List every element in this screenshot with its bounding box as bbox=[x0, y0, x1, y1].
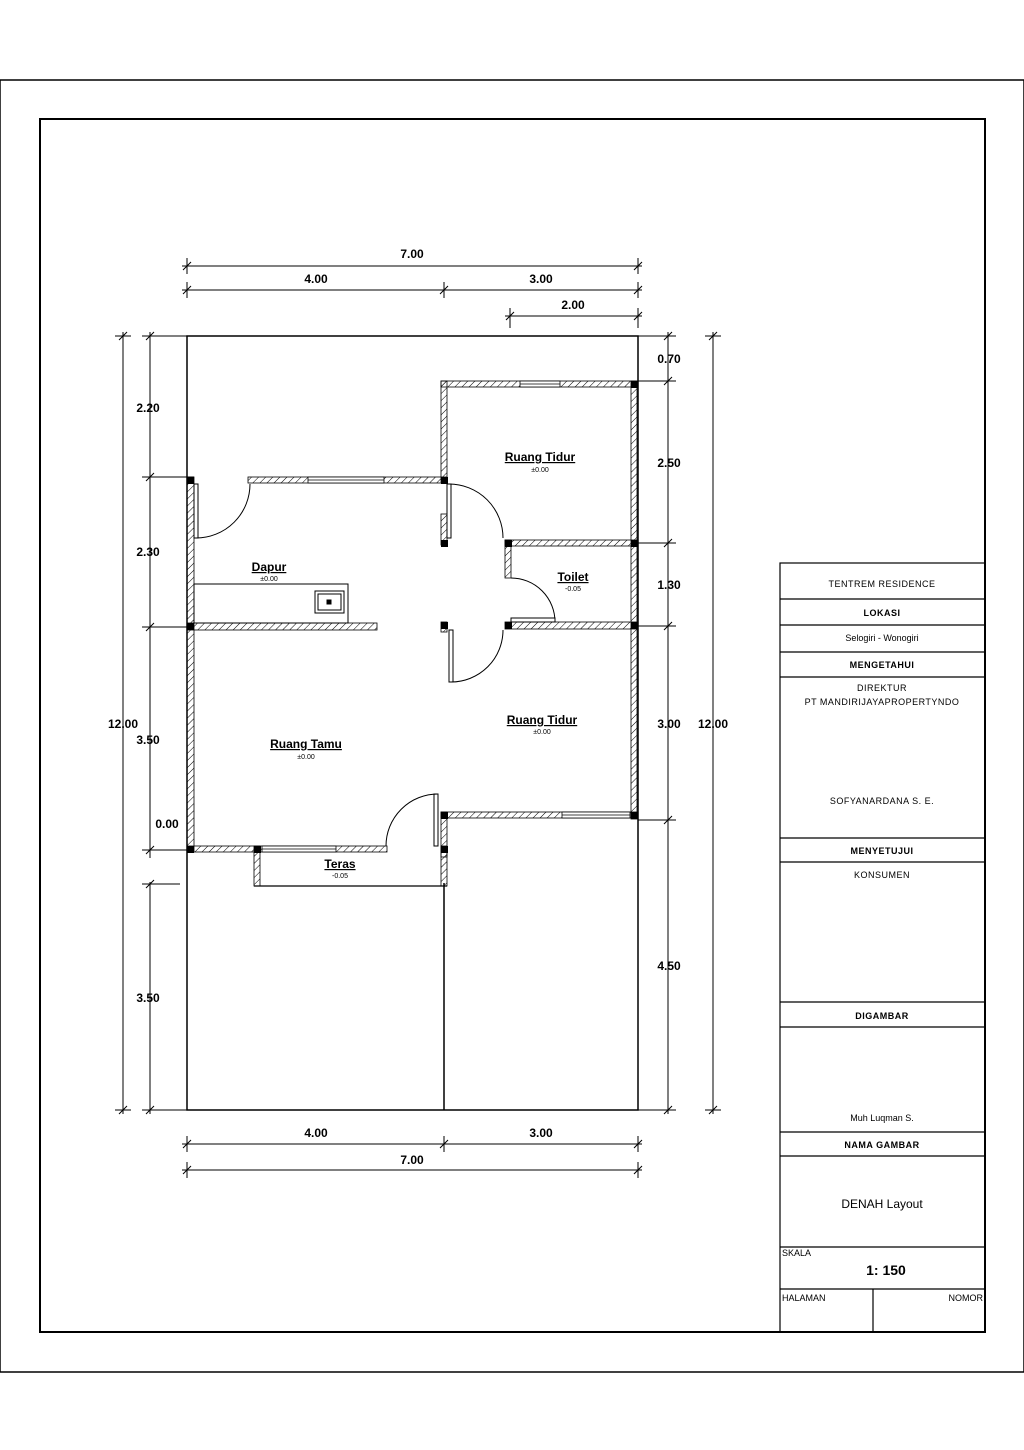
dim-top-total: 7.00 bbox=[400, 247, 424, 261]
room-level-living: ±0.00 bbox=[297, 754, 315, 761]
director-label: DIREKTUR bbox=[856, 683, 908, 693]
acknowledged-label: MENGETAHUI bbox=[849, 660, 915, 670]
page-label: HALAMAN bbox=[782, 1293, 826, 1303]
scale-label: SKALA bbox=[782, 1248, 812, 1258]
dim-right-2: 2.50 bbox=[657, 456, 681, 470]
dim-right-5: 4.50 bbox=[657, 959, 681, 973]
dim-top-sub: 2.00 bbox=[561, 298, 585, 312]
dim-right-1: 0.70 bbox=[657, 352, 681, 366]
room-level-bedroom-top: ±0.00 bbox=[531, 467, 549, 474]
door-main bbox=[386, 794, 438, 846]
title-block bbox=[780, 563, 985, 1332]
door-toilet bbox=[511, 578, 555, 622]
room-level-bedroom-bottom: ±0.00 bbox=[533, 729, 551, 736]
project-name: TENTREM RESIDENCE bbox=[828, 579, 936, 589]
dim-top-left: 4.00 bbox=[304, 272, 328, 286]
location-label: LOKASI bbox=[863, 608, 901, 618]
dim-left-2: 2.30 bbox=[136, 545, 160, 559]
drawing-name-label: NAMA GAMBAR bbox=[844, 1140, 920, 1150]
floor-plan bbox=[187, 336, 638, 1110]
room-level-terrace: -0.05 bbox=[332, 873, 348, 880]
room-level-toilet: -0.05 bbox=[565, 586, 581, 593]
company-name: PT MANDIRIJAYAPROPERTYNDO bbox=[804, 697, 960, 707]
room-name-bedroom-top: Ruang Tidur bbox=[504, 450, 576, 464]
dim-bottom-right: 3.00 bbox=[529, 1126, 553, 1140]
drawn-by: Muh Luqman S. bbox=[850, 1113, 914, 1123]
dim-left-4: 0.00 bbox=[155, 817, 179, 831]
scale-value: 1: 150 bbox=[866, 1262, 906, 1278]
kitchen-counter bbox=[194, 584, 348, 623]
number-label: NOMOR bbox=[948, 1293, 983, 1303]
dim-bottom-total: 7.00 bbox=[400, 1153, 424, 1167]
door-bedroom-bottom bbox=[449, 630, 503, 682]
room-name-kitchen: Dapur bbox=[251, 560, 287, 574]
dim-right-4: 3.00 bbox=[657, 717, 681, 731]
consumer-label: KONSUMEN bbox=[853, 870, 911, 880]
sink-drain bbox=[327, 600, 331, 604]
counter-top bbox=[194, 584, 348, 623]
dim-left-3: 3.50 bbox=[136, 733, 160, 747]
drawing-name: DENAH Layout bbox=[841, 1197, 923, 1211]
door-bedroom-top bbox=[447, 484, 503, 538]
dimension-lines bbox=[115, 258, 721, 1178]
room-level-kitchen: ±0.00 bbox=[260, 576, 278, 583]
drawn-label: DIGAMBAR bbox=[855, 1011, 909, 1021]
director-name: SOFYANARDANA S. E. bbox=[829, 796, 935, 806]
door-kitchen bbox=[194, 484, 250, 538]
room-name-toilet: Toilet bbox=[557, 570, 589, 584]
dim-left-1: 2.20 bbox=[136, 401, 160, 415]
dim-bottom-left: 4.00 bbox=[304, 1126, 328, 1140]
room-name-bedroom-bottom: Ruang Tidur bbox=[506, 713, 578, 727]
location-value: Selogiri - Wonogiri bbox=[845, 633, 919, 643]
dim-right-total: 12.00 bbox=[697, 717, 729, 731]
dim-left-total: 12.00 bbox=[107, 717, 139, 731]
dim-left-5: 3.50 bbox=[136, 991, 160, 1005]
approved-label: MENYETUJUI bbox=[850, 846, 914, 856]
room-name-living: Ruang Tamu bbox=[270, 737, 342, 751]
dim-right-3: 1.30 bbox=[657, 578, 681, 592]
doors bbox=[194, 484, 555, 846]
dim-top-right: 3.00 bbox=[529, 272, 553, 286]
room-name-terrace: Teras bbox=[324, 857, 356, 871]
